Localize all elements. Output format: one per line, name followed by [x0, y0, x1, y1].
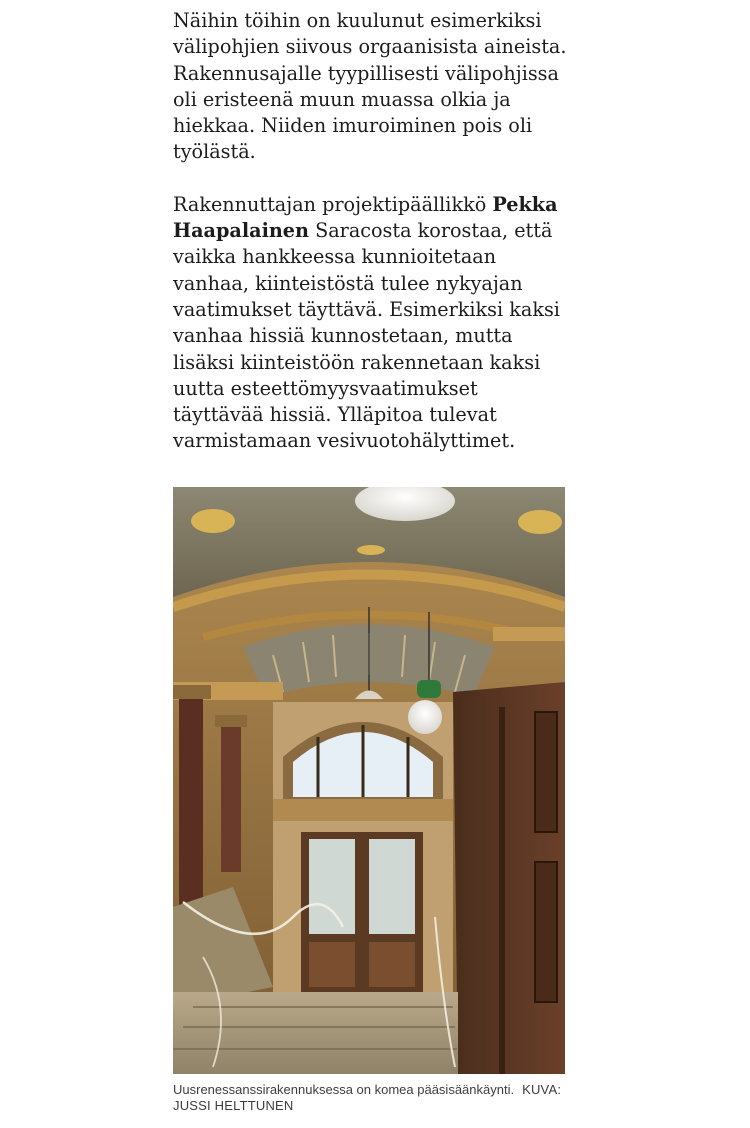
person-name: Pekka Haapalainen	[173, 192, 558, 243]
article-photo	[173, 487, 565, 1074]
stairwell-photo-illustration	[173, 487, 565, 1074]
paragraph-2-lead: Rakennuttajan projektipäällikkö	[173, 192, 493, 216]
article-body	[173, 8, 568, 455]
caption-text: Uusrenessanssirakennuksessa on komea pääsisäänkäynti.	[173, 1082, 515, 1097]
article-paragraph-1: Näihin töihin on kuulunut esimerkiksi välipohjien siivous orgaanisista aineista. Rakennusajalle tyypillisesti välipohjissa oli eristeenä muun muassa olkia ja hiekkaa. Niiden imuroiminen pois oli työlästä.	[173, 9, 567, 164]
paragraph-2-rest: Saracosta korostaa, että vaikka hankkeessa kunnioitetaan vanhaa, kiinteistöstä tulee nykyajan vaatimukset täyttävä. Esimerkiksi kaksi vanhaa hissiä kunnostetaan, mutta lisäksi kiinteistöön rakennetaan kaksi uutta esteettömyysvaatimukset täyttävää hissiä. Ylläpitoa tulevat varmistamaan vesivuotohälyttimet.	[173, 219, 560, 453]
photo-credit: KUVA: JUSSI HELTTUNEN	[173, 1082, 562, 1113]
article-paragraph-2	[173, 192, 568, 455]
photo-caption	[173, 1082, 565, 1114]
